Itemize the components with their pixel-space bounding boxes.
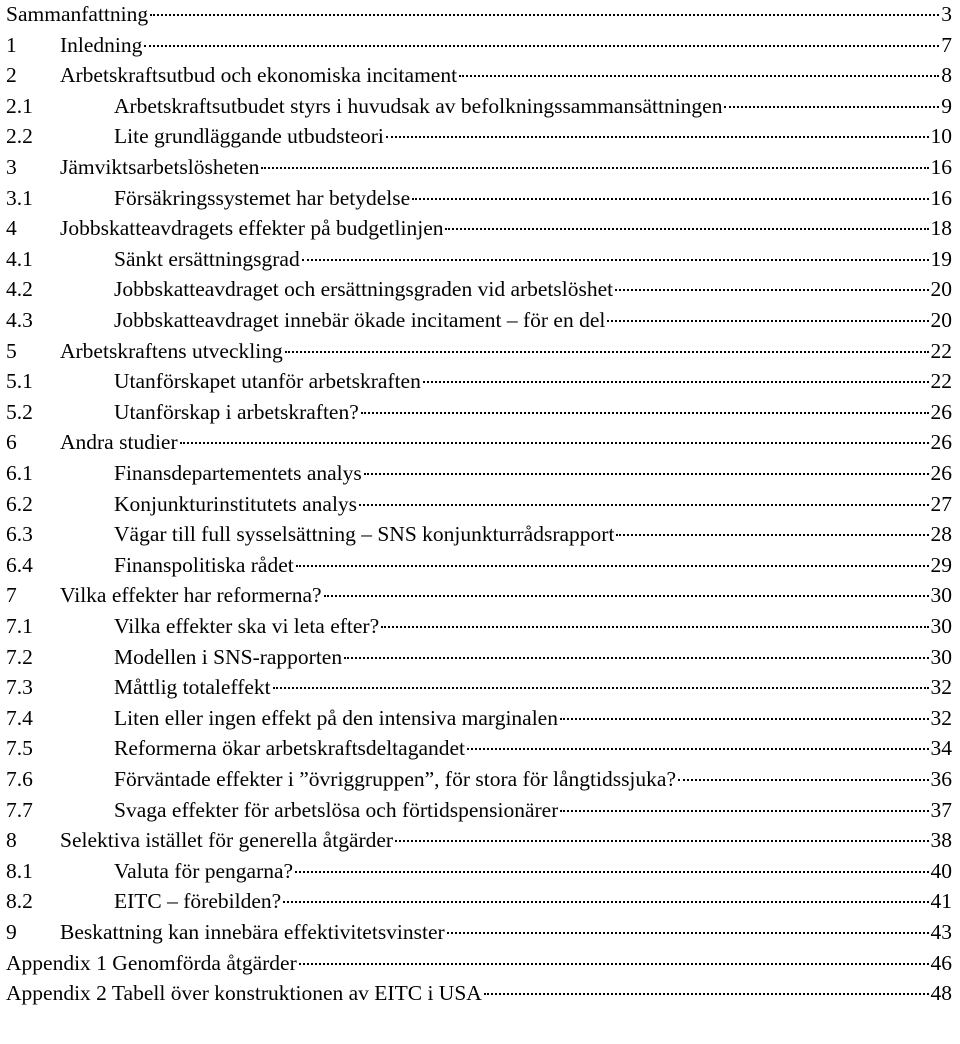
dot-leader (678, 777, 929, 781)
toc-entry-number: 6.3 (6, 522, 33, 547)
toc-entry[interactable] (6, 184, 952, 213)
toc-entry[interactable] (6, 459, 952, 488)
toc-entry-title: EITC – förebilden? (114, 889, 282, 914)
toc-entry-number: 7 (6, 583, 17, 608)
toc-entry[interactable] (6, 306, 952, 335)
toc-entry-page-number: 10 (930, 124, 952, 149)
toc-entry-title: Inledning (60, 32, 143, 57)
toc-entry-page-number: 22 (930, 338, 952, 363)
toc-entry-number: 7.2 (6, 644, 33, 669)
toc-entry-title: Jobbskatteavdraget och ersättningsgraden vid arbetslöshet (114, 277, 614, 302)
toc-entry-number: 7.4 (6, 705, 33, 730)
toc-entry-title: Svaga effekter för arbetslösa och förtidspensionärer (114, 797, 559, 822)
toc-entry-page-number: 28 (930, 522, 952, 547)
dot-leader (299, 961, 929, 965)
toc-entry[interactable] (6, 918, 952, 947)
toc-entry-page-number: 26 (930, 399, 952, 424)
dot-leader (381, 624, 928, 628)
toc-entry-number: 6.4 (6, 552, 33, 577)
toc-entry-title: Jobbskatteavdraget innebär ökade incitament – för en del (114, 308, 606, 332)
toc-entry[interactable] (6, 398, 952, 427)
toc-entry-number: 7.3 (6, 675, 33, 700)
toc-entry-number: 3.1 (6, 185, 33, 210)
dot-leader (467, 746, 928, 750)
toc-entry[interactable] (6, 857, 952, 886)
toc-entry[interactable] (6, 31, 952, 60)
toc-entry-number: 7.5 (6, 736, 33, 761)
toc-entry[interactable] (6, 0, 952, 29)
toc-entry-number: 2.2 (6, 124, 33, 149)
dot-leader (302, 257, 929, 261)
dot-leader (361, 410, 929, 414)
toc-entry[interactable] (6, 122, 952, 151)
toc-entry[interactable] (6, 275, 952, 304)
toc-entry-title: Andra studier (60, 430, 178, 455)
toc-entry-number: 7.7 (6, 797, 33, 822)
toc-entry-title: Reformerna ökar arbetskraftsdeltagandet (114, 736, 466, 761)
toc-entry-number: 7.1 (6, 614, 33, 638)
dot-leader (459, 73, 939, 77)
toc-entry-number: 8.2 (6, 889, 33, 914)
toc-entry-number: 2 (6, 63, 17, 88)
toc-entry[interactable] (6, 581, 952, 610)
toc-entry[interactable] (6, 337, 952, 366)
dot-leader (283, 899, 928, 903)
toc-entry-number: 6.1 (6, 461, 33, 485)
toc-entry-title: Appendix 2 Tabell över konstruktionen av EITC i USA (6, 981, 482, 1006)
toc-entry-page-number: 16 (930, 155, 952, 179)
toc-entry-page-number: 19 (930, 246, 952, 271)
toc-entry-title: Försäkringssystemet har betydelse (114, 185, 411, 210)
toc-entry-page-number: 37 (930, 797, 952, 822)
toc-entry-title: Modellen i SNS-rapporten (114, 644, 343, 669)
dot-leader (560, 808, 928, 812)
dot-leader (150, 12, 939, 16)
dot-leader (616, 532, 928, 536)
toc-entry-title: Måttlig totaleffekt (114, 675, 271, 700)
toc-entry-page-number: 43 (930, 920, 952, 944)
toc-entry-page-number: 22 (930, 369, 952, 394)
toc-entry-title: Förväntade effekter i ”övriggruppen”, för stora för långtidssjuka? (114, 767, 676, 791)
toc-entry[interactable] (6, 673, 952, 702)
toc-entry[interactable] (6, 765, 952, 794)
toc-entry-page-number: 9 (941, 93, 952, 118)
toc-entry[interactable] (6, 643, 952, 672)
dot-leader (296, 563, 929, 567)
dot-leader (295, 869, 928, 873)
toc-entry-page-number: 18 (930, 216, 952, 241)
toc-entry-page-number: 40 (930, 858, 952, 883)
toc-entry-page-number: 30 (930, 644, 952, 669)
dot-leader (344, 655, 928, 659)
toc-entry-number: 9 (6, 920, 17, 944)
toc-entry-title: Jobbskatteavdragets effekter på budgetlinjen (60, 216, 444, 241)
toc-entry[interactable] (6, 612, 952, 641)
toc-entry-number: 6 (6, 430, 17, 455)
toc-entry-title: Vägar till full sysselsättning – SNS konjunkturrådsrapport (114, 522, 615, 547)
toc-entry-page-number: 30 (930, 583, 952, 608)
toc-entry-number: 1 (6, 32, 17, 57)
toc-entry-page-number: 26 (930, 430, 952, 455)
toc-entry[interactable] (6, 214, 952, 243)
toc-entry[interactable] (6, 887, 952, 916)
toc-entry-title: Valuta för pengarna? (114, 858, 294, 883)
dot-leader (359, 502, 928, 506)
toc-entry-title: Finansdepartementets analys (114, 461, 362, 485)
toc-entry[interactable] (6, 367, 952, 396)
dot-leader (615, 287, 928, 291)
dot-leader (285, 349, 929, 353)
toc-entry-page-number: 41 (930, 889, 952, 914)
toc-entry-number: 4.1 (6, 246, 33, 271)
toc-entry[interactable] (6, 704, 952, 733)
dot-leader (144, 43, 939, 47)
toc-entry-page-number: 29 (930, 552, 952, 577)
toc-entry-number: 5.2 (6, 399, 33, 424)
toc-entry-title: Konjunkturinstitutets analys (114, 491, 358, 516)
toc-entry-page-number: 36 (930, 767, 952, 791)
dot-leader (484, 991, 929, 995)
toc-entry[interactable] (6, 245, 952, 274)
toc-entry-page-number: 8 (941, 63, 952, 88)
toc-entry-number: 5 (6, 338, 17, 363)
toc-entry-number: 2.1 (6, 93, 33, 118)
dot-leader (395, 838, 928, 842)
dot-leader (386, 134, 929, 138)
toc-entry-number: 4.2 (6, 277, 33, 302)
toc-entry-title: Selektiva istället för generella åtgärder (60, 828, 394, 853)
toc-entry-page-number: 30 (930, 614, 952, 638)
toc-entry-page-number: 46 (930, 950, 952, 975)
toc-entry[interactable] (6, 520, 952, 549)
toc-entry[interactable] (6, 428, 952, 457)
toc-entry-page-number: 48 (930, 981, 952, 1006)
toc-entry-title: Arbetskraftens utveckling (60, 338, 283, 363)
dot-leader (724, 104, 939, 108)
toc-entry-page-number: 27 (930, 491, 952, 516)
toc-entry-title: Jämviktsarbetslösheten (60, 155, 260, 179)
toc-entry-number: 5.1 (6, 369, 33, 394)
toc-entry-number: 7.6 (6, 767, 33, 791)
toc-entry-page-number: 32 (930, 705, 952, 730)
toc-entry-title: Utanförskapet utanför arbetskraften (114, 369, 421, 394)
toc-entry-number: 6.2 (6, 491, 33, 516)
dot-leader (364, 471, 929, 475)
dot-leader (261, 165, 928, 169)
toc-entry-page-number: 32 (930, 675, 952, 700)
toc-entry-title: Arbetskraftsutbud och ekonomiska incitament (60, 63, 458, 88)
dot-leader (273, 685, 929, 689)
toc-entry-page-number: 26 (930, 461, 952, 485)
toc-entry-title: Utanförskap i arbetskraften? (114, 399, 359, 424)
toc-entry-title: Vilka effekter har reformerna? (60, 583, 322, 608)
dot-leader (180, 440, 929, 444)
toc-entry-title: Finanspolitiska rådet (114, 552, 294, 577)
toc-entry-title: Sammanfattning (6, 2, 149, 26)
toc-entry-number: 4.3 (6, 308, 33, 332)
toc-entry-number: 8 (6, 828, 17, 853)
toc-entry[interactable] (6, 153, 952, 182)
toc-entry[interactable] (6, 92, 952, 121)
toc-entry-title: Lite grundläggande utbudsteori (114, 124, 384, 149)
dot-leader (423, 379, 929, 383)
toc-entry-number: 3 (6, 155, 17, 179)
dot-leader (607, 318, 928, 322)
toc-entry[interactable] (6, 490, 952, 519)
toc-entry-title: Sänkt ersättningsgrad (114, 246, 300, 271)
toc-entry-number: 4 (6, 216, 17, 241)
toc-entry[interactable] (6, 979, 952, 1008)
dot-leader (447, 930, 929, 934)
toc-entry-number: 8.1 (6, 858, 33, 883)
dot-leader (560, 716, 929, 720)
toc-entry-title: Liten eller ingen effekt på den intensiva marginalen (114, 705, 558, 730)
toc-entry-page-number: 7 (941, 32, 952, 57)
toc-entry-page-number: 38 (930, 828, 952, 853)
toc-entry[interactable] (6, 734, 952, 763)
toc-entry-page-number: 20 (930, 277, 952, 302)
toc-entry-title: Beskattning kan innebära effektivitetsvinster (60, 920, 445, 944)
toc-entry-page-number: 20 (930, 308, 952, 332)
toc-entry-title: Vilka effekter ska vi leta efter? (114, 614, 380, 638)
toc-entry[interactable] (6, 949, 952, 978)
toc-entry-page-number: 16 (930, 185, 952, 210)
toc-entry[interactable] (6, 826, 952, 855)
toc-entry-page-number: 34 (930, 736, 952, 761)
toc-entry[interactable] (6, 61, 952, 90)
dot-leader (412, 196, 928, 200)
toc-entry-page-number: 3 (941, 2, 952, 26)
dot-leader (324, 593, 929, 597)
toc-entry-title: Appendix 1 Genomförda åtgärder (6, 950, 297, 975)
toc-entry[interactable] (6, 796, 952, 825)
dot-leader (445, 226, 928, 230)
toc-entry[interactable] (6, 551, 952, 580)
toc-entry-title: Arbetskraftsutbudet styrs i huvudsak av befolkningssammansättningen (114, 93, 723, 118)
